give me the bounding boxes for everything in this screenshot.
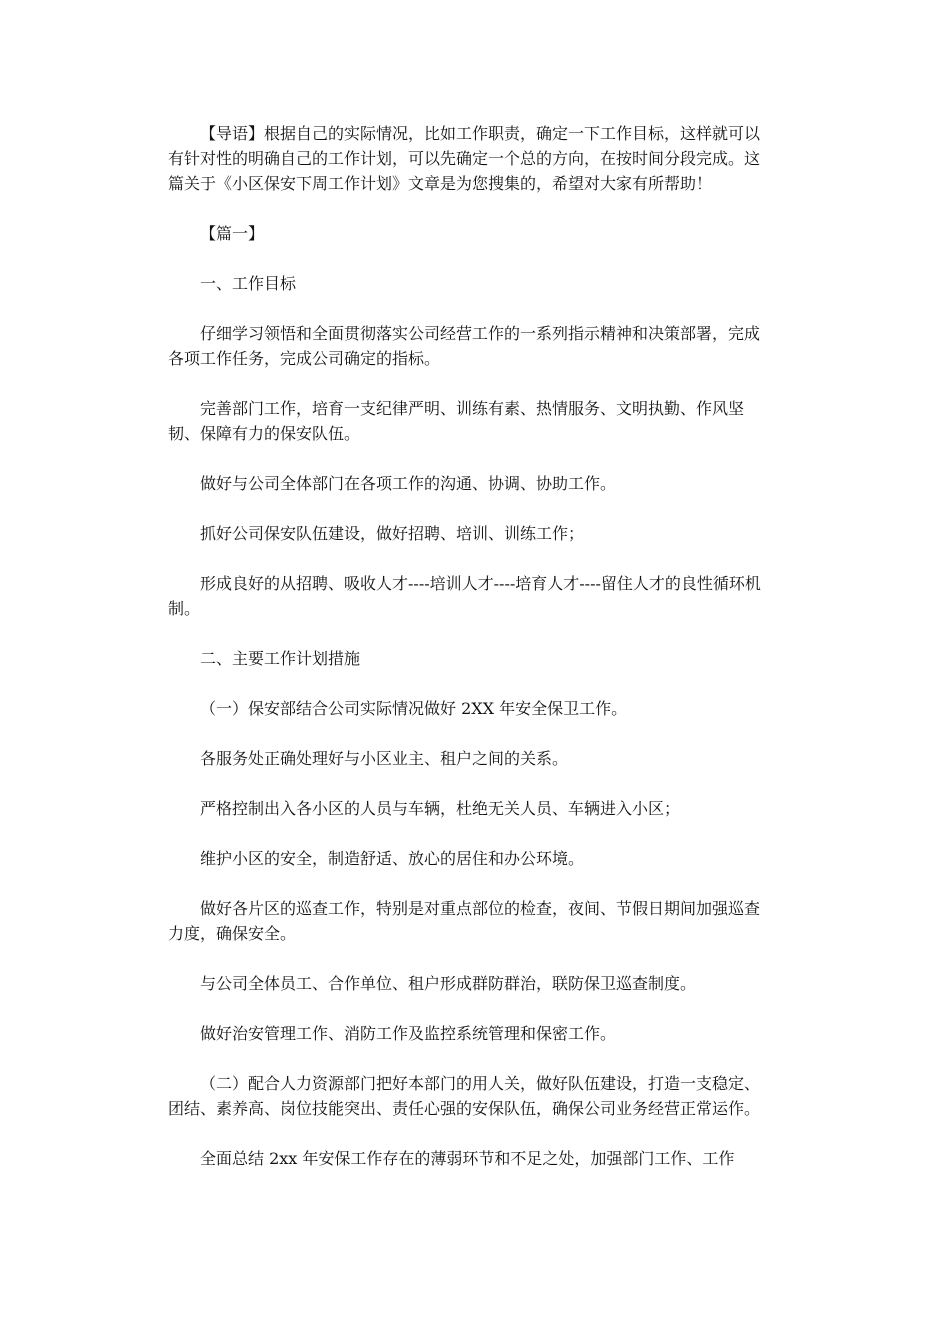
paragraph-goal-5: 形成良好的从招聘、吸收人才----培训人才----培育人才----留住人才的良性循环机制。 (168, 574, 761, 618)
paragraph-measure-1-item-1: 各服务处正确处理好与小区业主、租户之间的关系。 (200, 749, 569, 768)
subheading-measure-1: （一）保安部结合公司实际情况做好 2XX 年安全保卫工作。 (200, 699, 628, 718)
intro-paragraph: 【导语】根据自己的实际情况，比如工作职责，确定一下工作目标，这样就可以有针对性的明确自己的工作计划，可以先确定一个总的方向，在按时间分段完成。这篇关于《小区保安下周工作计划》文章是为您搜集的，希望对大家有所帮助！ (168, 124, 761, 193)
heading-main-measures: 二、主要工作计划措施 (200, 649, 361, 668)
paragraph-measure-1-item-3: 维护小区的安全，制造舒适、放心的居住和办公环境。 (200, 849, 585, 868)
paragraph-goal-1: 仔细学习领悟和全面贯彻落实公司经营工作的一系列指示精神和决策部署，完成各项工作任务，完成公司确定的指标。 (168, 324, 761, 368)
paragraph-goal-2: 完善部门工作，培育一支纪律严明、训练有素、热情服务、文明执勤、作风坚韧、保障有力的保安队伍。 (168, 399, 745, 443)
paragraph-measure-1-item-4: 做好各片区的巡查工作，特别是对重点部位的检查，夜间、节假日期间加强巡查力度，确保安全。 (168, 899, 761, 943)
paragraph-measure-1-item-2: 严格控制出入各小区的人员与车辆，杜绝无关人员、车辆进入小区； (200, 799, 681, 818)
paragraph-measure-1-item-5: 与公司全体员工、合作单位、租户形成群防群治，联防保卫巡查制度。 (200, 974, 697, 993)
paragraph-goal-4: 抓好公司保安队伍建设，做好招聘、培训、训练工作； (200, 524, 585, 543)
paragraph-goal-3: 做好与公司全体部门在各项工作的沟通、协调、协助工作。 (200, 474, 617, 493)
paragraph-measure-1-item-6: 做好治安管理工作、消防工作及监控系统管理和保密工作。 (200, 1024, 617, 1043)
paragraph-measure-2-item-1: 全面总结 2xx 年安保工作存在的薄弱环节和不足之处，加强部门工作、工作 (200, 1149, 735, 1168)
heading-work-goals: 一、工作目标 (200, 274, 297, 293)
section-title-part-one: 【篇一】 (200, 224, 265, 243)
subheading-measure-2: （二）配合人力资源部门把好本部门的用人关，做好队伍建设，打造一支稳定、团结、素养高、岗位技能突出、责任心强的安保队伍，确保公司业务经营正常运作。 (168, 1074, 761, 1118)
document-body (168, 121, 774, 1171)
